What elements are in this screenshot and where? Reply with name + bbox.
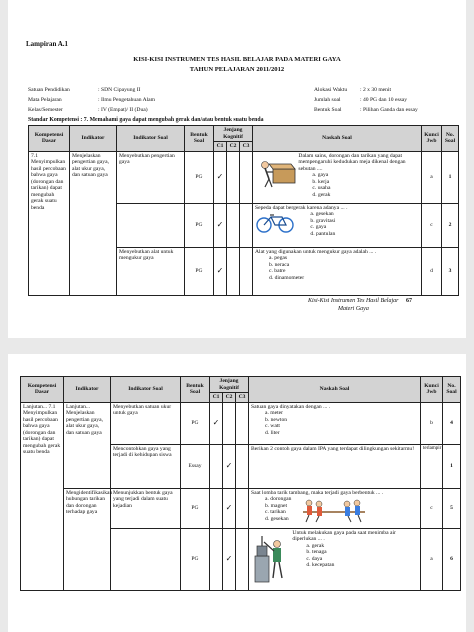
header-indikator-soal: Indikator Soal (117, 126, 185, 152)
indicator-soal-cell: Menyebutkan alat untuk mengukur gaya (117, 247, 185, 295)
bentuk-cell: PG (181, 402, 210, 444)
check-mark: ✓ (214, 203, 227, 247)
table-row (29, 151, 459, 203)
header-bentuk-soal: Bentuk Soal (185, 126, 214, 152)
tug-of-war-illustration (299, 496, 369, 527)
question-text: Saat lomba tarik tambang, maka terjadi gaya berbentuk ... . (251, 489, 384, 496)
header-indikator-soal: Indikator Soal (111, 377, 181, 403)
question-number: 1 (442, 151, 459, 203)
question-text: Untuk melakukan gaya pada saat menimba air diperlukan ... . (292, 529, 396, 542)
question-number: 6 (443, 528, 461, 590)
appendix-label: Lampiran A.1 (26, 40, 69, 48)
indicator-soal-cell: Menyebutkan satuan ukur untuk gaya (111, 402, 181, 444)
kd-cell: Lanjutan... 7.1 Menyimpulkan hasil percobaan bahwa gaya (dorongan dan tarikan) dapat mengubah gerak suatu benda (21, 402, 64, 590)
indicator-soal-cell: Mencontohkan gaya yang terjadi di kehidupan siswa (111, 444, 181, 488)
footer-text: Kisi-Kisi Instrumen Tes Hasil Belajar 67 (308, 298, 412, 304)
header-jenjang: Jenjang Kognitif (214, 126, 253, 142)
answer-key: terlampir (421, 444, 443, 488)
document-subtitle: TAHUN PELAJARAN 2011/2012 (189, 66, 285, 73)
question-cell: Satuan gaya dinyatakan dengan ... . a. meter b. newton c. watt d. liter (249, 402, 421, 444)
header-c2: C2 (227, 142, 240, 152)
info-left: Satuan Pendidikan : SDN Cipayung II Mata Pelajaran : Ilmu Pengetahuan Alam Kelas/Semester : IV (Empat)/ II (Dua) (28, 87, 156, 113)
bentuk-cell: PG (185, 151, 214, 203)
question-text: Dalam sains, dorongan dan tarikan yang dapat mempengaruhi kedudukan meja dikenal dengan sebutan .... (298, 152, 406, 172)
header-naskah: Naskah Soal (249, 377, 421, 403)
check-mark: ✓ (223, 488, 236, 528)
well-pump-illustration (251, 530, 291, 587)
document-title: KISI-KISI INSTRUMEN TES HASIL BELAJAR PADA MATERI GAYA (133, 56, 341, 63)
grid-table-2 (20, 376, 461, 591)
header-kunci: Kunci Jwb (422, 126, 442, 152)
bentuk-cell: PG (185, 247, 214, 295)
pushing-table-illustration (255, 153, 297, 196)
answer-key: c (421, 488, 443, 528)
bentuk-cell: PG (181, 528, 210, 590)
header-kunci: Kunci Jwb (421, 377, 443, 403)
answer-key: c (422, 203, 442, 247)
bicycle-illustration (255, 211, 295, 236)
page-2 (8, 354, 466, 632)
indicator-soal-cell (117, 203, 185, 247)
header-c3: C3 (240, 142, 253, 152)
header-no: No. Soal (442, 126, 459, 152)
answer-key: a (422, 151, 442, 203)
grid-table-1 (28, 125, 459, 296)
answer-key: d (422, 247, 442, 295)
footer-subtext: Materi Gaya (338, 306, 369, 312)
header-kompetensi: Kompetensi Dasar (21, 377, 64, 403)
indicator-soal-cell: Menyebutkan pengertian gaya (117, 151, 185, 203)
header-c2: C2 (223, 393, 236, 403)
question-text: Berikan 2 contoh gaya dalam IPA yang terdapat dilingkungan sekitarmu! (251, 445, 415, 452)
header-indikator: Indikator (70, 126, 117, 152)
check-mark: ✓ (210, 402, 223, 444)
header-no: No. Soal (443, 377, 461, 403)
header-c3: C3 (236, 393, 249, 403)
header-kompetensi: Kompetensi Dasar (29, 126, 70, 152)
page-1 (8, 0, 466, 338)
question-number: 5 (443, 488, 461, 528)
header-indikator: Indikator (64, 377, 111, 403)
bentuk-cell: PG (181, 488, 210, 528)
question-cell: Alat yang digunakan untuk mengukur gaya adalah ... . a. pegas b. neraca c. batre d. dinamometer (253, 247, 422, 295)
indicator-soal-cell (111, 528, 181, 590)
question-number: 1 (443, 444, 461, 488)
indicator-cell: Mengidentifikasikan hubungan tarikan dan dorongan terhadap gaya (64, 488, 111, 590)
indicator-cell: Lanjutan... Menjelaskan pengertian gaya, alat ukur gaya, dan satuan gaya (64, 402, 111, 488)
question-text: Sepeda dapat bergerak karena adanya ... . (255, 204, 348, 211)
question-text: Satuan gaya dinyatakan dengan ... . (251, 403, 331, 410)
answer-key: a (421, 528, 443, 590)
bentuk-cell: PG (185, 203, 214, 247)
header-naskah: Naskah Soal (253, 126, 422, 152)
kd-cell: 7.1 Menyimpulkan hasil percobaan bahwa gaya (dorongan dan tarikan) dapat mengubah gerak suatu benda (29, 151, 70, 295)
header-c1: C1 (214, 142, 227, 152)
header-bentuk-soal: Bentuk Soal (181, 377, 210, 403)
table-row (21, 488, 461, 528)
question-number: 3 (442, 247, 459, 295)
check-mark: ✓ (214, 151, 227, 203)
header-jenjang: Jenjang Kognitif (210, 377, 249, 393)
check-mark: ✓ (223, 528, 236, 590)
question-cell (249, 444, 421, 488)
info-right: Alokasi Waktu : 2 x 30 menit Jumlah soal : 40 PG dan 10 essay Bentuk Soal : Pilihan Ganda dan essay (314, 87, 418, 113)
table-row (21, 402, 461, 444)
question-cell: Sepeda dapat bergerak karena adanya ... . a. gesekan b. gravitasi c. gaya d. pantulan (253, 203, 422, 247)
question-text: Alat yang digunakan untuk mengukur gaya adalah ... . (255, 248, 377, 255)
question-cell: Untuk melakukan gaya pada saat menimba air diperlukan ... . a. gerak b. tenaga c. daya d. kecepatan (249, 528, 421, 590)
question-cell: Dalam sains, dorongan dan tarikan yang dapat mempengaruhi kedudukan meja dikenal dengan sebutan .... a. gaya b. kerja c. usaha d. gerak (253, 151, 422, 203)
indicator-cell: Menjelaskan pengertian gaya, alat ukur gaya, dan satuan gaya (70, 151, 117, 295)
bentuk-cell: Essay (181, 444, 210, 488)
question-number: 2 (442, 203, 459, 247)
question-cell: Saat lomba tarik tambang, maka terjadi gaya berbentuk ... . a. dorongan b. magnet c. tarikan d. gesekan (249, 488, 421, 528)
page-number: 67 (405, 298, 412, 304)
indicator-soal-cell: Menunjukkan bentuk gaya yang terjadi dalam suatu kejadian (111, 488, 181, 528)
check-mark: ✓ (214, 247, 227, 295)
header-c1: C1 (210, 393, 223, 403)
answer-key: b (421, 402, 443, 444)
check-mark: ✓ (223, 444, 236, 488)
competency-standard: Standar Kompetensi : 7. Memahami gaya dapat mengubah gerak dan/atau bentuk suatu benda (28, 117, 264, 123)
question-number: 4 (443, 402, 461, 444)
